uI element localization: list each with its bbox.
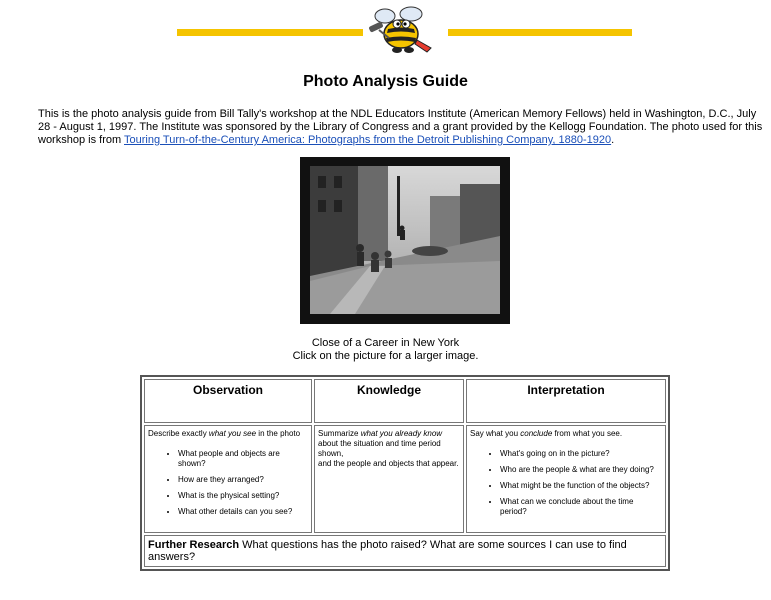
list-item: • What people and objects are shown?	[178, 449, 308, 469]
knowledge-line-2: and the people and objects that appear.	[318, 459, 459, 468]
list-item: • What other details can you see?	[178, 507, 308, 517]
collection-link[interactable]: Touring Turn-of-the-Century America: Photographs from the Detroit Publishing Company, 1880-1920	[124, 134, 612, 146]
list-item: • What's going on in the picture?	[500, 449, 662, 459]
interpretation-lead: Say what you	[470, 429, 521, 438]
header-knowledge: Knowledge	[314, 379, 464, 423]
table-header-row	[144, 379, 666, 423]
banner-bar-right	[448, 29, 632, 36]
further-research-label: Further Research	[148, 539, 240, 551]
street-scene-photo	[310, 166, 500, 314]
list-item: • What can we conclude about the time period?	[500, 497, 662, 517]
banner	[0, 0, 771, 60]
interpretation-cell	[466, 425, 666, 533]
photo-hint: Click on the picture for a larger image.	[292, 350, 479, 362]
knowledge-cell	[314, 425, 464, 533]
intro-end: .	[611, 134, 615, 146]
header-observation: Observation	[144, 379, 312, 423]
interpretation-emphasis: conclude	[520, 429, 553, 438]
table-body-row	[144, 425, 666, 533]
banner-bar-left	[177, 29, 363, 36]
bee-mascot-icon	[361, 2, 441, 56]
page-title: Photo Analysis Guide	[303, 73, 468, 90]
interpretation-lead-end: from what you see.	[552, 429, 623, 438]
photo-thumbnail-link[interactable]	[300, 157, 510, 324]
observation-emphasis: what you see	[208, 429, 257, 438]
analysis-table	[140, 375, 670, 571]
intro-paragraph	[38, 108, 768, 147]
further-research-row	[144, 535, 666, 567]
observation-cell	[144, 425, 312, 533]
list-item: • What is the physical setting?	[178, 491, 308, 501]
knowledge-emphasis: what you already know	[360, 429, 443, 438]
header-interpretation: Interpretation	[466, 379, 666, 423]
interpretation-list	[470, 449, 662, 517]
further-research-cell	[144, 535, 666, 567]
knowledge-lead-end: about the situation and time period shown,	[318, 439, 441, 458]
intro-text: This is the photo analysis guide from Bill Tally's workshop at the NDL Educators Institute (American Memory Fellows) held in Washington, D.C., July 28 - August 1, 1997. The Institute was sponsored by the Library of Congress and a grant provided by the Kellogg Foundation. The photo used for this workshop is from	[38, 108, 763, 146]
list-item: • Who are the people & what are they doing?	[500, 465, 662, 475]
photo-caption	[0, 337, 771, 363]
observation-list	[148, 449, 308, 517]
further-research-text: What questions has the photo raised? What are some sources I can use to find answers?	[148, 539, 627, 563]
knowledge-lead: Summarize	[318, 429, 361, 438]
observation-lead: Describe exactly	[148, 429, 209, 438]
photo-title: Close of a Career in New York	[311, 337, 460, 349]
observation-lead-end: in the photo	[256, 429, 301, 438]
list-item: • How are they arranged?	[178, 475, 308, 485]
list-item: • What might be the function of the objects?	[500, 481, 662, 491]
